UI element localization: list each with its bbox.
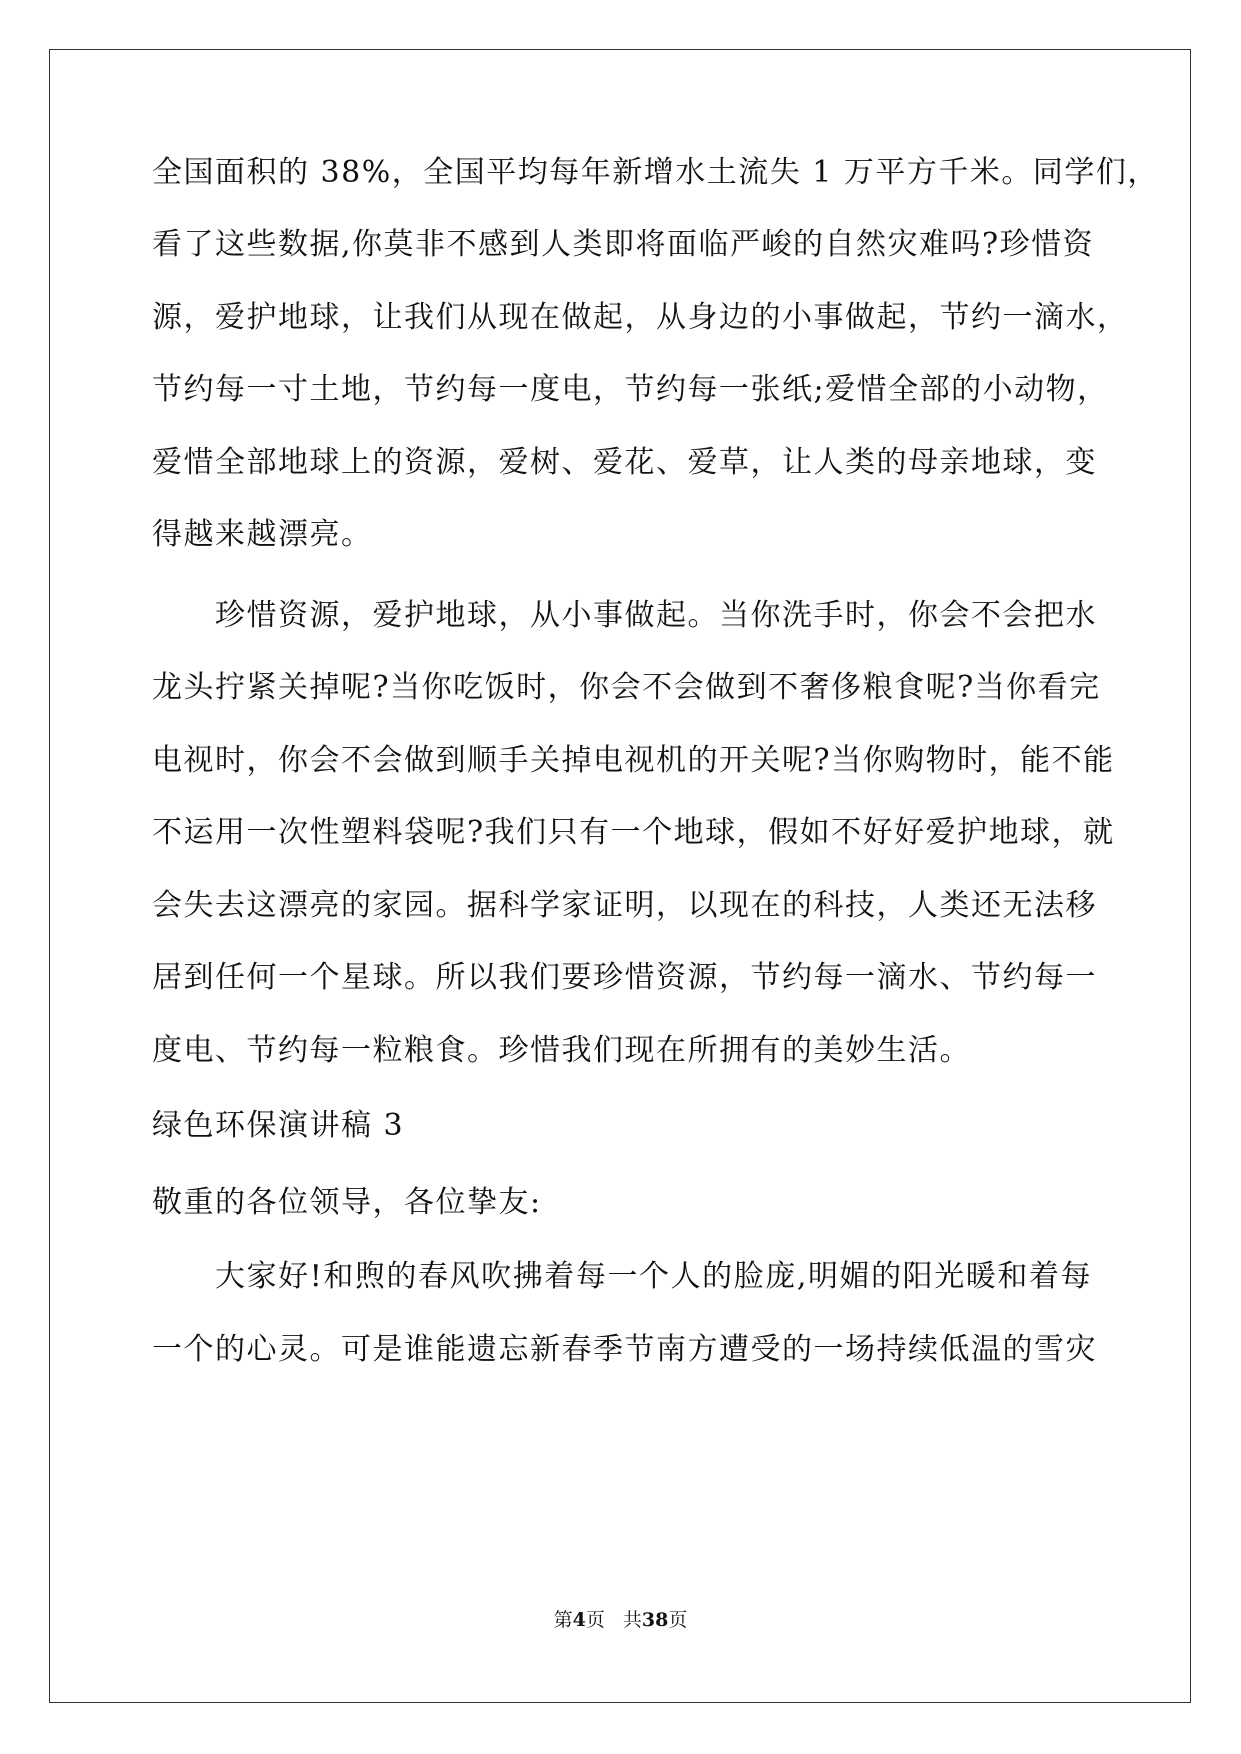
body-text-line: 龙头拧紧关掉呢?当你吃饭时，你会不会做到不奢侈粮食呢?当你看完 xyxy=(152,670,1101,705)
paragraph-first-line: 珍惜资源，爱护地球，从小事做起。当你洗手时，你会不会把水 xyxy=(215,598,1097,633)
footer-page-prefix: 第 xyxy=(553,1609,573,1631)
page-border xyxy=(49,49,1191,1703)
body-text-line: 电视时，你会不会做到顺手关掉电视机的开关呢?当你购物时，能不能 xyxy=(152,743,1115,778)
body-text-line: 会失去这漂亮的家园。据科学家证明，以现在的科技，人类还无法移 xyxy=(152,888,1097,923)
body-text-line: 节约每一寸土地，节约每一度电，节约每一张纸;爱惜全部的小动物， xyxy=(152,372,1109,407)
footer-total-suffix: 页 xyxy=(668,1609,688,1631)
footer-total-prefix: 共 xyxy=(622,1609,642,1631)
page-footer xyxy=(0,1608,1241,1632)
footer-total-pages: 38 xyxy=(641,1609,669,1631)
body-text-line: 一个的心灵。可是谁能遗忘新春季节南方遭受的一场持续低温的雪灾 xyxy=(152,1332,1097,1367)
paragraph-first-line: 大家好!和煦的春风吹拂着每一个人的脸庞,明媚的阳光暖和着每 xyxy=(215,1259,1092,1294)
salutation: 敬重的各位领导，各位挚友: xyxy=(152,1185,542,1220)
footer-page-number: 4 xyxy=(572,1609,586,1631)
body-text-line: 居到任何一个星球。所以我们要珍惜资源，节约每一滴水、节约每一 xyxy=(152,960,1097,995)
body-text-line: 看了这些数据,你莫非不感到人类即将面临严峻的自然灾难吗?珍惜资 xyxy=(152,227,1095,262)
section-heading: 绿色环保演讲稿 3 xyxy=(152,1108,405,1143)
body-text-line: 爱惜全部地球上的资源，爱树、爱花、爱草，让人类的母亲地球，变 xyxy=(152,445,1097,480)
body-text-line: 不运用一次性塑料袋呢?我们只有一个地球，假如不好好爱护地球，就 xyxy=(152,815,1115,850)
body-text-line: 度电、节约每一粒粮食。珍惜我们现在所拥有的美妙生活。 xyxy=(152,1033,971,1068)
body-text-line: 源，爱护地球，让我们从现在做起，从身边的小事做起，节约一滴水， xyxy=(152,300,1129,335)
body-text-line: 全国面积的 38%，全国平均每年新增水土流失 1 万平方千米。同学们， xyxy=(152,155,1159,190)
footer-page-suffix: 页 xyxy=(585,1609,605,1631)
body-text-line: 得越来越漂亮。 xyxy=(152,517,373,552)
